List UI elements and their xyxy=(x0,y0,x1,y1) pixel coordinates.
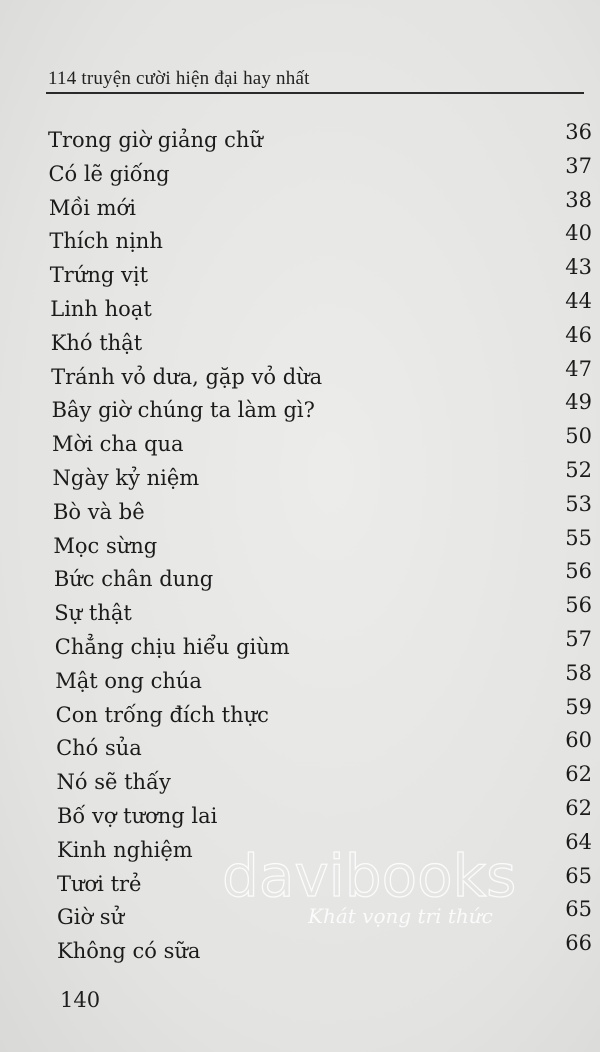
toc-entry-page: 46 xyxy=(565,322,592,347)
toc-entry-title: Sự thật xyxy=(54,601,132,626)
toc-entry xyxy=(48,221,592,259)
toc-entry-page: 40 xyxy=(565,221,592,246)
toc-entry-page: 36 xyxy=(565,120,592,144)
toc-entry-page: 47 xyxy=(565,356,592,381)
toc-entry-title: Có lẽ giống xyxy=(48,161,170,186)
toc-entry-page: 56 xyxy=(565,559,592,584)
watermark-tagline: Khát vọng tri thức xyxy=(308,904,493,928)
toc-entry-title: Bây giờ chúng ta làm gì? xyxy=(51,398,315,423)
toc-entry-title: Mật ong chúa xyxy=(55,668,202,693)
toc-entry-title: Chẳng chịu hiểu giùm xyxy=(54,634,290,659)
toc-entry-page: 62 xyxy=(565,762,592,787)
header-rule xyxy=(46,92,584,94)
toc-entry-title: Khó thật xyxy=(50,330,143,355)
toc-entry xyxy=(48,424,592,462)
toc-entry-page: 60 xyxy=(565,728,592,753)
toc-entry-title: Bức chân dung xyxy=(53,567,214,592)
toc-entry-page: 38 xyxy=(565,187,592,212)
toc-entry-title: Mồi mới xyxy=(48,195,136,220)
toc-entry-title: Trứng vịt xyxy=(49,263,149,288)
toc-entry xyxy=(48,660,592,699)
toc-entry-title: Ngày kỷ niệm xyxy=(52,465,200,490)
toc-entry-title: Bố vợ tương lai xyxy=(57,803,218,828)
toc-entry xyxy=(48,390,592,428)
toc-entry xyxy=(48,931,592,969)
toc-entry xyxy=(48,626,592,665)
toc-entry-page: 55 xyxy=(565,525,592,550)
toc-entry xyxy=(48,795,592,834)
toc-entry-title: Tươi trẻ xyxy=(57,871,142,896)
toc-entry xyxy=(48,694,592,733)
toc-entry-page: 64 xyxy=(565,829,592,854)
toc-entry xyxy=(48,457,592,496)
toc-entry-page: 56 xyxy=(565,593,592,618)
toc-entry xyxy=(48,288,592,327)
toc-entry xyxy=(48,559,592,597)
toc-entry-title: Chó sủa xyxy=(56,736,142,761)
toc-entry xyxy=(48,187,592,226)
toc-entry-title: Nó sẽ thấy xyxy=(56,770,171,795)
toc-entry-page: 57 xyxy=(565,626,592,651)
toc-entry-title: Trong giờ giảng chữ xyxy=(48,128,263,152)
toc-entry-title: Bò và bê xyxy=(52,499,145,524)
toc-entry-page: 59 xyxy=(565,694,592,719)
toc-entry-page: 52 xyxy=(565,457,592,482)
toc-entry-page: 43 xyxy=(565,255,592,280)
toc-entry-page: 66 xyxy=(565,931,592,956)
watermark-logo: davibooks xyxy=(222,842,517,910)
toc-entry-page: 53 xyxy=(565,491,592,516)
toc-entry xyxy=(48,356,592,395)
toc-entry xyxy=(48,593,592,631)
toc-entry-page: 49 xyxy=(565,390,592,415)
toc-entry-page: 65 xyxy=(565,897,592,922)
toc-entry-title: Mời cha qua xyxy=(52,432,184,457)
toc-entry-title: Tránh vỏ dưa, gặp vỏ dừa xyxy=(51,364,323,389)
toc-entry-page: 37 xyxy=(565,153,592,178)
toc-entry xyxy=(48,322,592,361)
page-number: 140 xyxy=(60,988,101,1012)
running-header: 114 truyện cười hiện đại hay nhất xyxy=(48,68,310,89)
toc-entry xyxy=(48,762,592,800)
toc-entry-title: Mọc sừng xyxy=(53,533,158,558)
toc-entry-title: Không có sữa xyxy=(57,939,201,964)
toc-entry-title: Con trống đích thực xyxy=(55,702,269,727)
toc-entry xyxy=(48,255,592,293)
toc-entry xyxy=(48,525,592,564)
toc-entry-title: Thích nịnh xyxy=(49,229,163,254)
toc-entry-page: 62 xyxy=(565,795,592,820)
toc-entry xyxy=(48,491,592,530)
toc-entry-title: Linh hoạt xyxy=(50,296,152,321)
toc-entry-title: Giờ sử xyxy=(57,905,125,930)
watermark xyxy=(222,842,522,928)
toc-entry-page: 58 xyxy=(565,660,592,685)
toc-entry xyxy=(48,728,592,766)
toc-entry-page: 65 xyxy=(565,863,592,888)
toc-entry-title: Kinh nghiệm xyxy=(57,837,193,862)
toc-entry xyxy=(48,153,592,192)
toc-entry xyxy=(48,120,592,158)
toc-entry-page: 44 xyxy=(565,288,592,313)
toc-entry-page: 50 xyxy=(565,424,592,449)
